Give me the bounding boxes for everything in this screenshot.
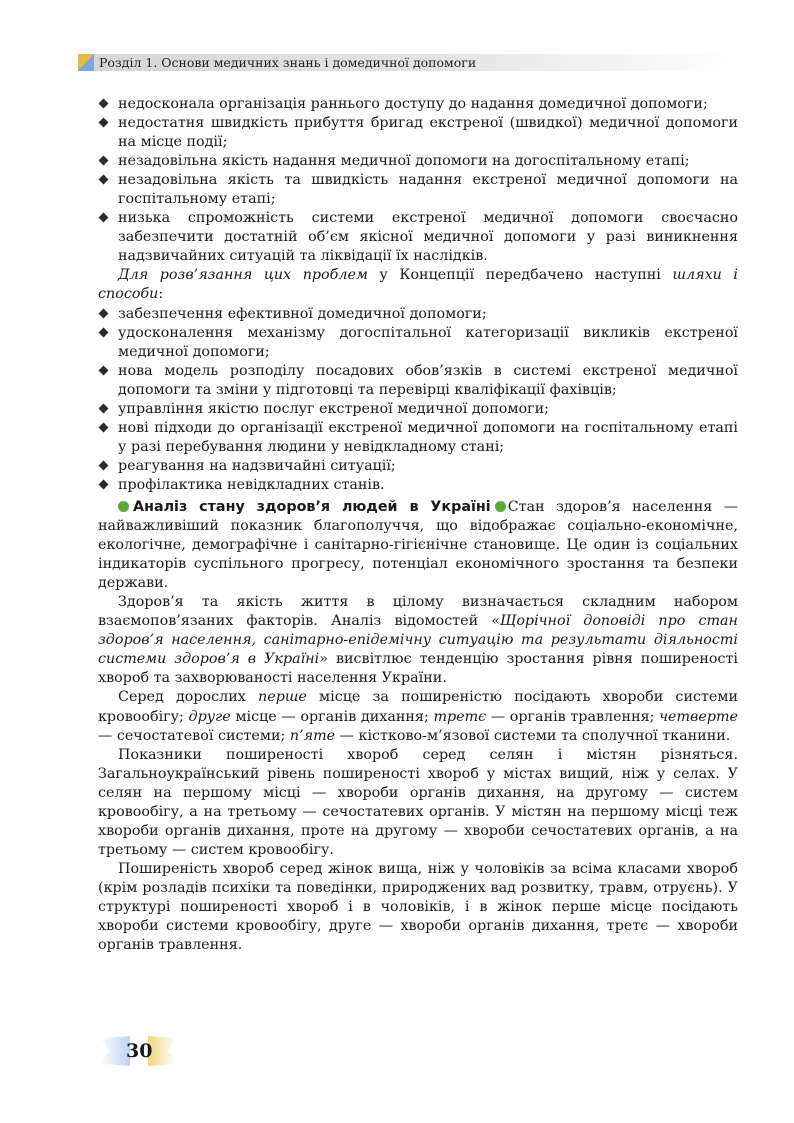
gender-paragraph: Поширеність хвороб серед жінок вища, ніж у чоловіків за всіма класами хвороб (крім розладів психіки та поведінки, природжених вад розвитку, травм, отруєнь). У структурі поширеності хвороб і в чоловіків, і в жінок перше місце посідають хвороби системи кровообігу, друге — хвороби органів дихання, третє — хвороби органів травлення.	[98, 860, 738, 954]
diamond-bullet-icon	[99, 118, 109, 128]
list-item-text: недостатня швидкість прибуття бригад екстреної (швидкої) медичної допомоги на місце події;	[118, 115, 738, 151]
diamond-bullet-icon	[99, 479, 109, 489]
rural-urban-paragraph: Показники поширеності хвороб серед селян і містян різняться. Загальноукраїнський рівень поширеності хвороб у містах вищий, ніж у селах. У селян на першому місці — хвороби органів дихання, на другому — систем кровообігу, а на третьому — сечостатевих органів. У містян на першому місці теж хвороби органів дихання, проте на другому — хвороби сечостатевих органів, а на третьому — систем кровообігу.	[98, 746, 738, 858]
solutions-intro-text: у Концепції передбачено наступні	[367, 267, 673, 284]
section-heading: Аналіз стану здоров’я людей в Україні	[133, 498, 491, 515]
badge-yellow-brush-icon	[148, 1036, 176, 1066]
diamond-bullet-icon	[99, 308, 109, 318]
list-item-text: реагування на надзвичайні ситуації;	[118, 457, 396, 474]
green-dot-icon	[495, 501, 506, 512]
green-dot-icon	[118, 501, 129, 512]
diamond-bullet-icon	[99, 156, 109, 166]
list-item-text: управління якістю послуг екстреної медичної допомоги;	[118, 400, 549, 417]
list-item-text: удосконалення механізму догоспітальної категоризації викликів екстреної медичної допомоги;	[118, 324, 738, 360]
diamond-bullet-icon	[99, 365, 109, 375]
chapter-header	[78, 54, 738, 71]
list-item-text: низька спроможність системи екстреної медичної допомоги своєчасно забезпечити достатній об’єм якісної медичної допомоги у разі виникнення надзвичайних ситуацій та ліквідації їх наслідків.	[118, 210, 738, 265]
problems-list	[98, 95, 738, 266]
page-content	[98, 95, 738, 955]
diamond-bullet-icon	[99, 403, 109, 413]
diamond-bullet-icon	[99, 213, 109, 223]
section-intro-paragraph	[98, 498, 738, 593]
list-item-text: профілактика невідкладних станів.	[118, 476, 385, 493]
chapter-title: Розділ 1. Основи медичних знань і домедичної допомоги	[99, 55, 477, 70]
diamond-bullet-icon	[99, 327, 109, 337]
list-item-text: незадовільна якість та швидкість надання екстреної медичної допомоги на госпітальному етапі;	[118, 172, 738, 208]
list-item	[98, 476, 738, 495]
rank-fourth: четверте	[659, 708, 738, 725]
list-item-text: нова модель розподілу посадових обов’язків в системі екстреної медичної допомоги та зміни у підготовці та перевірці кваліфікації фахівців;	[118, 362, 738, 398]
chapter-marker-icon	[78, 54, 94, 71]
ranking-text: місце — органів дихання;	[230, 708, 434, 725]
list-item	[98, 457, 738, 476]
page-number-badge	[100, 1034, 178, 1070]
diamond-bullet-icon	[99, 460, 109, 470]
solutions-intro	[98, 266, 738, 304]
list-item	[98, 324, 738, 362]
solutions-list	[98, 305, 738, 495]
section-intro-text: Стан здоров’я населення — найважливіший показник благополуччя, що відображає соціально-економічне, екологічне, демографічне і санітарно-гігієнічне становище. Це один із соціальних індикаторів суспільного прогресу, потенціал економічного зростання та безпеки держави.	[98, 498, 738, 592]
solutions-intro-italic-end: шляхи і способи	[98, 267, 738, 303]
diamond-bullet-icon	[99, 99, 109, 109]
factors-paragraph	[98, 593, 738, 688]
rank-first: перше	[258, 689, 307, 706]
list-item	[98, 419, 738, 457]
rank-fifth: п’яте	[289, 727, 336, 744]
factors-text-start: Здоров’я та якість життя в цілому визначається складним набором взаємопов’язаних факторів. Аналіз відомостей «	[98, 594, 738, 630]
ranking-text: місце за поширеністю посідають хвороби системи кровообігу;	[98, 689, 738, 725]
list-item	[98, 95, 738, 114]
diamond-bullet-icon	[99, 422, 109, 432]
rank-second: друге	[188, 708, 231, 725]
diamond-bullet-icon	[99, 175, 109, 185]
list-item-text: незадовільна якість надання медичної допомоги на догоспітальному етапі;	[118, 153, 690, 170]
list-item-text: забезпечення ефективної домедичної допомоги;	[118, 305, 487, 322]
list-item	[98, 400, 738, 419]
solutions-intro-italic: Для розв’язання цих проблем	[118, 267, 368, 284]
list-item	[98, 305, 738, 324]
list-item	[98, 152, 738, 171]
list-item	[98, 362, 738, 400]
ranking-text: — органів травлення;	[486, 708, 660, 725]
list-item	[98, 171, 738, 209]
factors-text-end: » висвітлює тенденцію зростання рівня поширеності хвороб та захворюваності населення України.	[98, 651, 738, 687]
page-number: 30	[126, 1040, 153, 1062]
rank-third: третє	[433, 708, 487, 725]
ranking-text: — сечостатевої системи;	[98, 727, 290, 744]
list-item-text: нові підходи до організації екстреної медичної допомоги на госпітальному етапі у разі перебування людини у невідкладному стані;	[118, 419, 738, 455]
list-item	[98, 209, 738, 266]
ranking-text: — кістково-м’язової системи та сполучної тканини.	[335, 727, 731, 744]
ranking-paragraph	[98, 688, 738, 745]
ranking-text: Серед дорослих	[118, 689, 259, 706]
list-item-text: недосконала організація раннього доступу до надання домедичної допомоги;	[118, 96, 708, 112]
report-title: Щорічної доповіді про стан здоров’я населення, санітарно-епідемічну ситуацію та результати діяльності системи здоров’я в Україні	[98, 613, 738, 668]
list-item	[98, 114, 738, 152]
solutions-intro-tail: :	[158, 286, 164, 303]
